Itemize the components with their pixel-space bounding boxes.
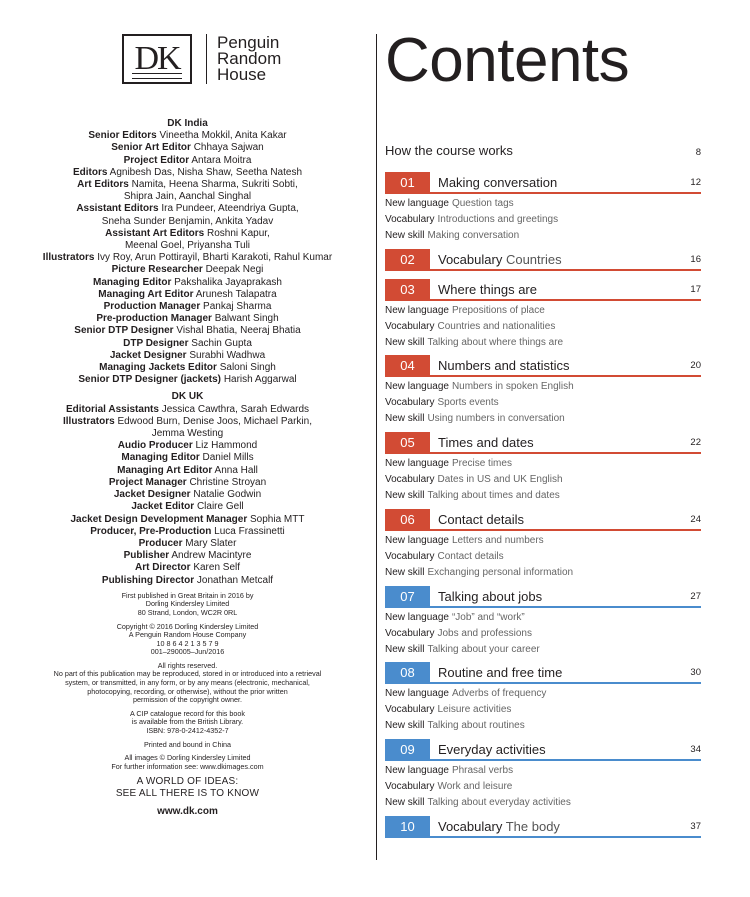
unit-page: 12: [690, 177, 701, 188]
unit-header: [385, 172, 701, 194]
credit-names: Sachin Gupta: [191, 337, 252, 349]
credit-role: Assistant Art Editors: [105, 227, 205, 239]
unit-page: 20: [690, 360, 701, 371]
unit-title-text: Vocabulary: [438, 818, 503, 834]
credit-line: [0, 289, 375, 301]
credit-role: Audio Producer: [117, 440, 193, 452]
unit-page: 17: [690, 284, 701, 295]
credit-role: Jacket Design Development Manager: [70, 513, 248, 525]
page-title: Contents: [385, 26, 630, 95]
credit-line: [0, 264, 375, 276]
credit-names: Pakshalika Jayaprakash: [174, 276, 282, 288]
topic-label: New skill: [385, 644, 425, 655]
topic-row: [385, 488, 701, 504]
imprint-block: [0, 710, 375, 736]
imprint-block: [0, 662, 375, 705]
topic-value: Talking about where things are: [427, 337, 564, 348]
unit-title-text: Everyday activities: [438, 741, 546, 757]
imprint-line: ISBN: 978-0-2412-4352-7: [146, 726, 229, 736]
unit-number: 06: [385, 509, 430, 529]
unit-number: 10: [385, 816, 430, 836]
credit-role: DTP Designer: [123, 337, 189, 349]
topic-label: New skill: [385, 337, 425, 348]
topic-value: Jobs and professions: [437, 628, 532, 639]
unit-title-text: Making conversation: [438, 174, 558, 190]
topic-label: New skill: [385, 413, 425, 424]
unit-page: 34: [690, 744, 701, 755]
topic-value: Letters and numbers: [451, 535, 544, 546]
credit-line: [0, 130, 375, 142]
unit-header: [385, 509, 701, 531]
unit-number: 03: [385, 279, 430, 299]
unit-title: [438, 589, 542, 604]
credit-role: Picture Researcher: [111, 264, 203, 276]
unit-topics: [385, 608, 701, 658]
unit-topics: [385, 531, 701, 581]
topic-value: Leisure activities: [437, 704, 512, 715]
credit-line: [0, 440, 375, 452]
credit-line: [0, 404, 375, 416]
topic-value: Exchanging personal information: [427, 567, 574, 578]
unit-title: [438, 742, 546, 757]
credit-names: Chhaya Sajwan: [193, 142, 264, 154]
credit-names: Anna Hall: [214, 464, 258, 476]
topic-label: Vocabulary: [385, 397, 435, 408]
credit-names: Vineetha Mokkil, Anita Kakar: [159, 130, 287, 142]
credit-names: Arunesh Talapatra: [195, 288, 277, 300]
unit-entry-02[interactable]: [385, 249, 701, 271]
unit-title-text: Routine and free time: [438, 664, 563, 680]
topic-label: New language: [385, 381, 449, 392]
credit-names: Pankaj Sharma: [203, 301, 272, 313]
unit-entry-10[interactable]: [385, 816, 701, 838]
credit-role: Managing Art Editor: [98, 288, 194, 300]
credit-line: [0, 240, 375, 252]
unit-topics: [385, 377, 701, 427]
credit-line: [0, 313, 375, 325]
topic-row: [385, 472, 701, 488]
unit-title-text: Talking about jobs: [438, 588, 543, 604]
credit-names: Deepak Negi: [205, 264, 264, 276]
topic-label: New language: [385, 305, 449, 316]
topic-value: Phrasal verbs: [451, 765, 514, 776]
imprint-block: [0, 741, 375, 750]
column-divider: [376, 34, 377, 860]
credit-names: Karen Self: [193, 562, 241, 574]
motto: [0, 776, 375, 799]
credit-names: Meenal Goel, Priyansha Tuli: [124, 240, 251, 252]
website-link: www.dk.com: [157, 806, 218, 818]
imprint-line: Printed and bound in China: [143, 739, 232, 749]
imprint-line: A Penguin Random House Company: [128, 630, 247, 640]
credit-names: Ivy Roy, Arun Pottirayil, Bharti Karakoti, Rahul Kumar: [97, 252, 333, 264]
topic-label: New skill: [385, 797, 425, 808]
credit-line: [0, 514, 375, 526]
imprint-line: 10 8 6 4 2 1 3 5 7 9: [156, 638, 219, 648]
credit-names: Jessica Cawthra, Sarah Edwards: [161, 403, 310, 415]
credit-names: Edwood Burn, Denise Joos, Michael Parkin,: [117, 415, 312, 427]
topic-value: Using numbers in conversation: [427, 413, 565, 424]
credit-line: [0, 362, 375, 374]
unit-number: 05: [385, 432, 430, 452]
topic-label: New language: [385, 688, 449, 699]
imprint-line: All images © Dorling Kindersley Limited: [124, 753, 251, 763]
credit-line: [0, 428, 375, 440]
unit-number: 08: [385, 662, 430, 682]
credit-line: [0, 350, 375, 362]
topic-label: Vocabulary: [385, 214, 435, 225]
unit-entry-04[interactable]: [385, 355, 701, 427]
credit-names: Agnibesh Das, Nisha Shaw, Seetha Natesh: [109, 166, 303, 178]
unit-entry-01[interactable]: [385, 172, 701, 244]
credit-line: [0, 489, 375, 501]
unit-title-text: Where things are: [438, 281, 537, 297]
topic-value: Sports events: [437, 397, 499, 408]
imprint-line: A CIP catalogue record for this book: [130, 708, 245, 718]
credit-line: [0, 301, 375, 313]
credit-role: Managing Art Editor: [117, 464, 213, 476]
unit-title-text: Contact details: [438, 511, 524, 527]
topic-label: Vocabulary: [385, 321, 435, 332]
unit-header: [385, 249, 701, 271]
credit-names: Sophia MTT: [250, 513, 305, 525]
credit-line: [0, 575, 375, 587]
imprint-line: is available from the British Library.: [131, 717, 244, 727]
topic-row: [385, 395, 701, 411]
credit-line: [0, 452, 375, 464]
credit-line: [0, 252, 375, 264]
topic-row: [385, 456, 701, 472]
topic-row: [385, 379, 701, 395]
imprint-block: [0, 623, 375, 657]
unit-header: [385, 355, 701, 377]
credit-line: [0, 374, 375, 386]
unit-page: 27: [690, 591, 701, 602]
credit-line: [0, 228, 375, 240]
credit-role: Senior Art Editor: [111, 142, 191, 154]
credit-line: [0, 179, 375, 191]
credit-names: Namita, Heena Sharma, Sukriti Sobti,: [131, 179, 298, 191]
credit-role: Production Manager: [103, 301, 201, 313]
topic-value: Question tags: [451, 198, 514, 209]
unit-title: [438, 252, 562, 267]
credit-names: Daniel Mills: [202, 452, 254, 464]
credit-role: Jacket Editor: [131, 501, 195, 513]
topic-label: New skill: [385, 567, 425, 578]
imprint-block: [0, 754, 375, 771]
credit-names: Balwant Singh: [214, 313, 279, 325]
publisher-logo: [122, 34, 281, 84]
credit-line: [0, 550, 375, 562]
topic-row: [385, 212, 701, 228]
topic-label: New skill: [385, 490, 425, 501]
unit-title: [438, 819, 560, 834]
topic-value: Talking about routines: [427, 720, 525, 731]
topic-row: [385, 533, 701, 549]
imprint-line: 001–290005–Jun/2016: [150, 647, 225, 657]
credit-line: [0, 167, 375, 179]
credit-names: Claire Gell: [196, 501, 244, 513]
unit-entry-08[interactable]: [385, 662, 701, 734]
credit-line: [0, 477, 375, 489]
credit-line: [0, 562, 375, 574]
credit-names: Liz Hammond: [195, 440, 258, 452]
imprint-line: Dorling Kindersley Limited: [145, 599, 230, 609]
unit-header: [385, 662, 701, 684]
unit-number: 09: [385, 739, 430, 759]
credit-line: [0, 277, 375, 289]
unit-page: 24: [690, 514, 701, 525]
topic-row: [385, 795, 701, 811]
imprint-line: First published in Great Britain in 2016 by: [121, 590, 254, 600]
imprint-line: system, or transmitted, in any form, or by any means (electronic, mechanical,: [65, 678, 310, 688]
credit-role: Senior DTP Designer: [74, 325, 174, 337]
topic-row: [385, 702, 701, 718]
unit-page: 16: [690, 254, 701, 265]
credit-line: [0, 325, 375, 337]
unit-header: [385, 739, 701, 761]
credit-role: Jacket Designer: [109, 349, 187, 361]
credit-line: [0, 465, 375, 477]
unit-header: [385, 279, 701, 301]
credit-role: Art Editors: [77, 179, 129, 191]
credit-role: Producer: [138, 537, 183, 549]
credit-role: Publishing Director: [101, 574, 195, 586]
credit-role: Pre-production Manager: [96, 313, 212, 325]
topic-value: Contact details: [437, 551, 504, 562]
topic-row: [385, 565, 701, 581]
credit-names: Roshni Kapur,: [207, 227, 270, 239]
motto-line: A WORLD OF IDEAS:: [136, 776, 239, 788]
unit-title: [438, 435, 534, 450]
topic-value: Making conversation: [427, 230, 520, 241]
credit-line: [0, 501, 375, 513]
credit-names: Surabhi Wadhwa: [189, 349, 266, 361]
credit-role: Art Director: [134, 562, 191, 574]
unit-entry-09[interactable]: [385, 739, 701, 811]
unit-entry-05[interactable]: [385, 432, 701, 504]
unit-entry-03[interactable]: [385, 279, 701, 351]
credit-role: Managing Editor: [93, 276, 172, 288]
topic-label: Vocabulary: [385, 628, 435, 639]
credit-names: Sneha Sunder Benjamin, Ankita Yadav: [101, 215, 274, 227]
topic-value: Talking about everyday activities: [427, 797, 571, 808]
unit-subtitle: The body: [505, 818, 560, 834]
topic-value: Work and leisure: [437, 781, 513, 792]
topic-label: New language: [385, 765, 449, 776]
topic-row: [385, 718, 701, 734]
credit-line: [0, 203, 375, 215]
topic-value: Precise times: [451, 458, 512, 469]
credit-line: [0, 526, 375, 538]
credit-role: Producer, Pre-Production: [90, 525, 212, 537]
credits-heading: DK India: [167, 118, 208, 129]
unit-number: 07: [385, 586, 430, 606]
credit-line: [0, 216, 375, 228]
unit-topics: [385, 301, 701, 351]
entry-title: How the course works: [385, 143, 513, 158]
motto-line: SEE ALL THERE IS TO KNOW: [115, 787, 260, 799]
credit-names: Saloni Singh: [219, 362, 276, 374]
unit-header: [385, 432, 701, 454]
credit-line: [0, 338, 375, 350]
unit-title: [438, 358, 570, 373]
imprint-line: photocopying, recording, or otherwise), without the prior written: [87, 686, 288, 696]
imprint-line: All rights reserved.: [157, 660, 218, 670]
unit-topics: [385, 684, 701, 734]
entry-page: 8: [695, 147, 701, 158]
dk-logo-icon: DK: [122, 34, 192, 84]
unit-number: 04: [385, 355, 430, 375]
unit-page: 37: [690, 821, 701, 832]
credit-role: Project Manager: [108, 476, 187, 488]
topic-label: Vocabulary: [385, 781, 435, 792]
topic-value: Talking about your career: [427, 644, 540, 655]
credit-names: Jemma Westing: [151, 428, 224, 440]
unit-entry-07[interactable]: [385, 586, 701, 658]
unit-title: [438, 665, 562, 680]
topic-label: New language: [385, 535, 449, 546]
credit-names: Christine Stroyan: [189, 476, 267, 488]
topic-label: New skill: [385, 230, 425, 241]
credit-line: [0, 191, 375, 203]
topic-row: [385, 642, 701, 658]
credit-role: Publisher: [123, 550, 170, 562]
unit-title: [438, 512, 524, 527]
unit-topics: [385, 454, 701, 504]
unit-title: [438, 282, 537, 297]
unit-number: 01: [385, 172, 430, 192]
topic-label: New skill: [385, 720, 425, 731]
credit-role: Senior Editors: [88, 130, 157, 142]
credit-role: Project Editor: [123, 154, 190, 166]
topic-label: New language: [385, 198, 449, 209]
unit-subtitle: Countries: [505, 251, 562, 267]
topic-value: Dates in US and UK English: [437, 474, 563, 485]
topic-row: [385, 610, 701, 626]
unit-topics: [385, 761, 701, 811]
topic-label: New language: [385, 612, 449, 623]
credit-line: [0, 142, 375, 154]
topic-label: New language: [385, 458, 449, 469]
credit-names: Shipra Jain, Aanchal Singhal: [123, 191, 252, 203]
credit-role: Illustrators: [42, 252, 95, 264]
unit-page: 22: [690, 437, 701, 448]
topic-value: Talking about times and dates: [427, 490, 560, 501]
imprint-line: 80 Strand, London, WC2R 0RL: [137, 607, 238, 617]
credit-role: Jacket Designer: [113, 489, 191, 501]
unit-title-text: Vocabulary: [438, 251, 503, 267]
topic-row: [385, 335, 701, 351]
unit-header: [385, 586, 701, 608]
imprint-line: Copyright © 2016 Dorling Kindersley Limited: [116, 621, 259, 631]
topic-value: Adverbs of frequency: [451, 688, 547, 699]
credit-role: Assistant Editors: [76, 203, 159, 215]
topic-value: Numbers in spoken English: [451, 381, 574, 392]
credit-role: Managing Editor: [121, 452, 200, 464]
unit-title-text: Times and dates: [438, 434, 534, 450]
imprint-line: permission of the copyright owner.: [132, 695, 243, 705]
imprint-line: No part of this publication may be reproduced, stored in or introduced into a retrieval: [53, 669, 322, 679]
credit-role: Senior DTP Designer (jackets): [78, 374, 222, 386]
credit-names: Antara Moitra: [191, 154, 252, 166]
topic-row: [385, 319, 701, 335]
unit-topics: [385, 194, 701, 244]
topic-row: [385, 303, 701, 319]
credit-names: Jonathan Metcalf: [196, 574, 274, 586]
unit-header: [385, 816, 701, 838]
credit-names: Natalie Godwin: [193, 489, 262, 501]
topic-value: Prepositions of place: [451, 305, 545, 316]
credit-line: [0, 416, 375, 428]
credit-line: [0, 538, 375, 550]
topic-row: [385, 763, 701, 779]
credit-names: Harish Aggarwal: [223, 374, 297, 386]
credit-role: Editorial Assistants: [65, 403, 159, 415]
topic-row: [385, 779, 701, 795]
topic-row: [385, 686, 701, 702]
unit-entry-06[interactable]: [385, 509, 701, 581]
unit-title-text: Numbers and statistics: [438, 357, 570, 373]
topic-row: [385, 626, 701, 642]
credit-role: Editors: [72, 166, 108, 178]
unit-page: 30: [690, 667, 701, 678]
topic-row: [385, 196, 701, 212]
imprint-block: [0, 592, 375, 618]
credit-line: [0, 155, 375, 167]
topic-label: Vocabulary: [385, 474, 435, 485]
credit-names: Vishal Bhatia, Neeraj Bhatia: [176, 325, 301, 337]
credit-names: Andrew Macintyre: [171, 550, 252, 562]
unit-number: 02: [385, 249, 430, 269]
topic-value: Introductions and greetings: [437, 214, 559, 225]
topic-value: “Job” and “work”: [451, 612, 525, 623]
topic-row: [385, 228, 701, 244]
credit-names: Ira Pundeer, Ateendriya Gupta,: [161, 203, 299, 215]
credits-heading: DK UK: [171, 391, 204, 403]
unit-title: [438, 175, 557, 190]
topic-value: Countries and nationalities: [437, 321, 556, 332]
topic-label: Vocabulary: [385, 704, 435, 715]
staff-credits: [0, 118, 375, 817]
topic-row: [385, 411, 701, 427]
topic-label: Vocabulary: [385, 551, 435, 562]
imprint-line: For further information see: www.dkimages.com: [111, 761, 264, 771]
credit-names: Luca Frassinetti: [214, 525, 285, 537]
credit-names: Mary Slater: [185, 537, 237, 549]
topic-row: [385, 549, 701, 565]
credit-role: Managing Jackets Editor: [99, 362, 217, 374]
publisher-name: Penguin Random House: [217, 33, 282, 84]
how-course-works-entry[interactable]: [385, 143, 701, 158]
credit-role: Illustrators: [62, 415, 115, 427]
